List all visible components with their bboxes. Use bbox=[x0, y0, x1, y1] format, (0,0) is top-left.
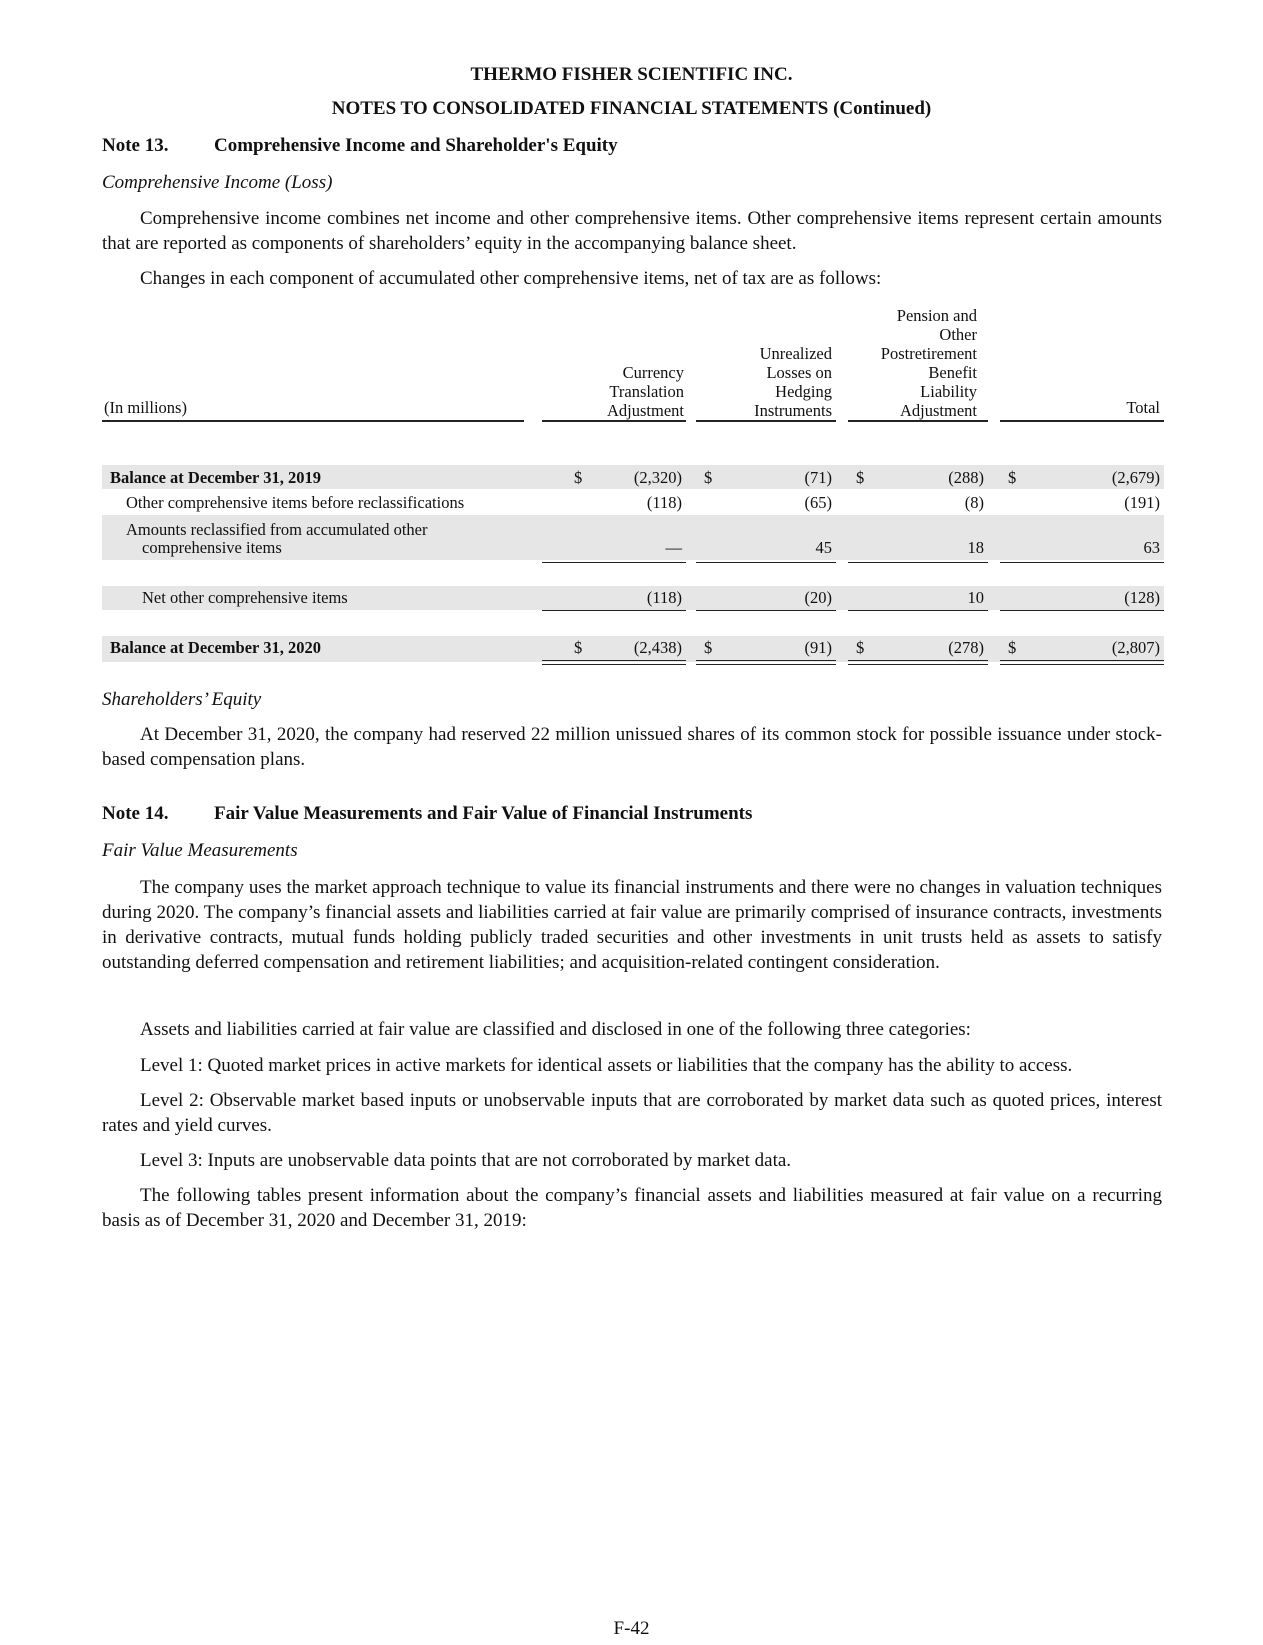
note14-number: Note 14. bbox=[102, 803, 169, 824]
col-header-hedging-line: Instruments bbox=[754, 401, 832, 420]
col-header-currency-line: Currency bbox=[622, 363, 684, 382]
note14-paragraph-2: Assets and liabilities carried at fair value are classified and disclosed in one of the following three categories: bbox=[140, 1019, 971, 1040]
cell-currency: (118) bbox=[646, 588, 682, 607]
row-label-reclassified-cont: comprehensive items bbox=[142, 538, 282, 557]
header-rule bbox=[848, 420, 988, 422]
subtotal-rule bbox=[542, 562, 686, 563]
col-header-total: Total bbox=[1126, 398, 1160, 417]
header-rule bbox=[102, 420, 524, 422]
company-name: THERMO FISHER SCIENTIFIC INC. bbox=[470, 64, 793, 85]
total-double-rule bbox=[542, 660, 686, 665]
note14-section-fair-value: Fair Value Measurements bbox=[102, 840, 298, 861]
header-rule bbox=[542, 420, 686, 422]
cell-pension: (288) bbox=[948, 468, 984, 487]
document-subtitle: NOTES TO CONSOLIDATED FINANCIAL STATEMENTS (Continued) bbox=[331, 98, 932, 119]
total-double-rule bbox=[848, 660, 988, 665]
cell-currency: — bbox=[665, 538, 682, 557]
note13-section-shareholders-equity: Shareholders’ Equity bbox=[102, 689, 262, 710]
row-label-balance-2019: Balance at December 31, 2019 bbox=[110, 468, 321, 487]
note14-paragraph-1: The company uses the market approach technique to value its financial instruments and there were no changes in valuation techniques during 2020. The company’s financial assets and liabilities carried at fair value are primarily comprised of insurance contracts, investments in derivative contracts, mutual funds holding publicly traded securities and other investments in unit trusts held as assets to satisfy outstanding deferred compensation and retirement liabilities; and acquisition-related contingent consideration. bbox=[102, 877, 1162, 973]
col-header-currency bbox=[544, 363, 684, 420]
note13-paragraph-3: At December 31, 2020, the company had reserved 22 million unissued shares of its common stock for possible issuance under stock-based compensation plans. bbox=[102, 724, 1162, 770]
col-header-pension-line: Pension and bbox=[896, 306, 977, 325]
note13-number: Note 13. bbox=[102, 135, 169, 156]
row-label-balance-2020: Balance at December 31, 2020 bbox=[110, 638, 321, 657]
dollar-sign: $ bbox=[704, 468, 713, 487]
cell-currency: (118) bbox=[646, 493, 682, 512]
dollar-sign: $ bbox=[856, 638, 865, 657]
note14-heading bbox=[102, 803, 752, 825]
cell-hedging: (20) bbox=[804, 588, 832, 607]
subtotal-rule bbox=[542, 610, 686, 611]
note14-level-2: Level 2: Observable market based inputs or unobservable inputs that are corroborated by market data such as quoted prices, interest rates and yield curves. bbox=[102, 1090, 1162, 1136]
subtotal-rule bbox=[1000, 610, 1164, 611]
header-rule bbox=[1000, 420, 1164, 422]
subtotal-rule bbox=[1000, 562, 1164, 563]
col-header-pension-line: Benefit bbox=[928, 363, 977, 382]
col-header-pension bbox=[827, 306, 977, 420]
subtotal-rule bbox=[696, 610, 836, 611]
cell-pension: 18 bbox=[967, 538, 984, 557]
cell-total: (2,807) bbox=[1111, 638, 1160, 657]
row-label-before-reclass: Other comprehensive items before reclassifications bbox=[126, 493, 465, 512]
cell-currency: (2,320) bbox=[633, 468, 682, 487]
cell-hedging: (91) bbox=[804, 638, 832, 657]
row-label-net-other: Net other comprehensive items bbox=[142, 588, 348, 607]
cell-total: (2,679) bbox=[1111, 468, 1160, 487]
dollar-sign: $ bbox=[1008, 638, 1017, 657]
subtotal-rule bbox=[848, 562, 988, 563]
total-double-rule bbox=[1000, 660, 1164, 665]
cell-pension: 10 bbox=[967, 588, 984, 607]
col-header-currency-line: Translation bbox=[609, 382, 684, 401]
cell-total: 63 bbox=[1143, 538, 1160, 557]
note13-title: Comprehensive Income and Shareholder's Equity bbox=[214, 135, 618, 156]
note14-level-1: Level 1: Quoted market prices in active markets for identical assets or liabilities that the company has the ability to access. bbox=[140, 1055, 1073, 1076]
col-header-hedging-line: Unrealized bbox=[759, 344, 832, 363]
subtotal-rule bbox=[696, 562, 836, 563]
col-header-pension-line: Other bbox=[939, 325, 977, 344]
note13-heading bbox=[102, 135, 618, 157]
col-header-pension-line: Adjustment bbox=[900, 401, 977, 420]
cell-currency: (2,438) bbox=[633, 638, 682, 657]
dollar-sign: $ bbox=[574, 638, 583, 657]
cell-pension: (8) bbox=[964, 493, 984, 512]
col-header-hedging-line: Hedging bbox=[775, 382, 832, 401]
total-double-rule bbox=[696, 660, 836, 665]
row-label-reclassified: Amounts reclassified from accumulated other bbox=[126, 520, 428, 539]
note13-paragraph-2: Changes in each component of accumulated other comprehensive items, net of tax are as follows: bbox=[140, 268, 882, 289]
col-header-currency-line: Adjustment bbox=[607, 401, 684, 420]
col-header-pension-line: Postretirement bbox=[880, 344, 977, 363]
cell-total: (191) bbox=[1124, 493, 1160, 512]
col-header-hedging-line: Losses on bbox=[766, 363, 832, 382]
cell-total: (128) bbox=[1124, 588, 1160, 607]
note14-title: Fair Value Measurements and Fair Value of Financial Instruments bbox=[214, 803, 753, 824]
page-number: F-42 bbox=[613, 1618, 650, 1639]
subtotal-rule bbox=[848, 610, 988, 611]
dollar-sign: $ bbox=[856, 468, 865, 487]
note13-section-comprehensive-income: Comprehensive Income (Loss) bbox=[102, 172, 333, 193]
cell-pension: (278) bbox=[948, 638, 984, 657]
note13-paragraph-1: Comprehensive income combines net income and other comprehensive items. Other comprehensive items represent certain amounts that are reported as components of shareholders’ equity in the accompanying balance sheet. bbox=[102, 208, 1162, 254]
table-unit-label: (In millions) bbox=[104, 398, 187, 417]
cell-hedging: (65) bbox=[804, 493, 832, 512]
aoci-table bbox=[102, 306, 1164, 670]
cell-hedging: (71) bbox=[804, 468, 832, 487]
dollar-sign: $ bbox=[1008, 468, 1017, 487]
cell-hedging: 45 bbox=[815, 538, 832, 557]
header-rule bbox=[696, 420, 836, 422]
col-header-pension-line: Liability bbox=[920, 382, 977, 401]
dollar-sign: $ bbox=[574, 468, 583, 487]
note14-paragraph-3: The following tables present information about the company’s financial assets and liabilities measured at fair value on a recurring basis as of December 31, 2020 and December 31, 2019: bbox=[102, 1185, 1162, 1231]
col-header-hedging bbox=[692, 344, 832, 420]
note14-level-3: Level 3: Inputs are unobservable data points that are not corroborated by market data. bbox=[140, 1150, 792, 1171]
dollar-sign: $ bbox=[704, 638, 713, 657]
